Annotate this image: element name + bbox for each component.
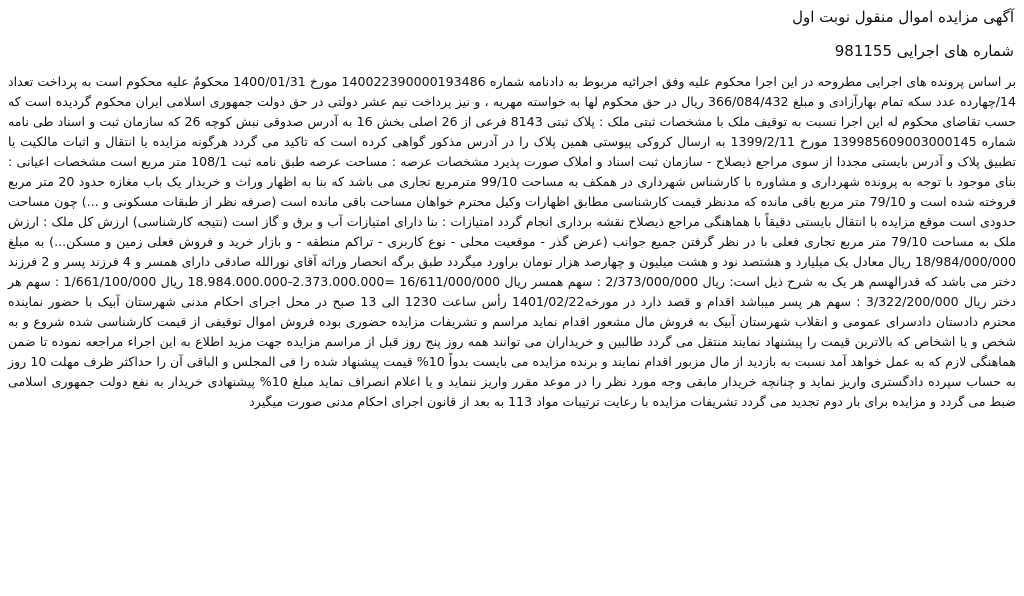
notice-title: آگهی مزایده اموال منقول نوبت اول [792,8,1014,26]
notice-body: بر اساس پرونده های اجرایی مطروحه در این اجرا محکوم علیه وفق اجرائیه مربوط به دادنامه شماره 140022390000193486 مورخ 1400/01/31 محکومٌ علیه محکوم است به پرداخت تعداد 14/چهارده عدد سکه تمام بهارآزادی و مبلغ 366/084/432 ریال در حق محکوم لها به خواسته مهریه ، و نیز پرداخت نیم عشر دولتی در حق دولت جمهوری اسلامی ایران محکوم گردیده است که حسب تقاضای محکوم له این اجرا نسبت به توقیف ملک با مشخصات ثبتی ملک : پلاک ثبتی 8143 فرعی از 26 اصلی بخش 16 به آدرس صدوقی نبش کوچه 26 که سازمان ثبت و اسناد طی نامه شماره 139985609003000145 مورخ 1399/2/11 به ارسال کروکی پیوستی همین پلاک را در آدرس مذکور گواهی کرده است که تاکید می گردد هرگونه مزایده یا انتقال و اثبات مالکیت یا تطبیق پلاک و آدرس بایستی مجددا از سوی مراجع ذیصلاح - سازمان ثبت اسناد و املاک صورت پذیرد مشخصات عرصه : مساحت عرصه طبق نامه ثبت 108/1 متر مربع است مشخصات اعیانی : بنای موجود با توجه به پرونده شهرداری و مشاوره با کارشناس شهرداری در همکف به مساحت 99/10 مترمربع تجاری می باشد که بنا به اظهار وراث و خریدار یک باب مغازه حدود 20 متر مربع فروخته شده است و 79/10 متر مربع باقی مانده که مدنظر قیمت کارشناسی مطابق اظهارات وکیل محترم خواهان مساحت باقی مانده است (صرفه نظر از طبقات مسکونی و ...) چون مساحت حدودی است موقع مزایده با انتقال بایستی دقیقاً با هماهنگی مراجع ذیصلاح نقشه برداری انجام گردد امتیازات : بنا دارای امتیازات آب و برق و گاز است (نتیجه کارشناسی) ارزش کل ملک : ارزش ملک به مساحت 79/10 متر مربع تجاری فعلی با در نظر گرفتن جمیع جوانب (عرض گذر - موقعیت محلی - نوع کاربری - تراکم منطقه - و بازار خرید و فروش فعلی زمین و مسکن...) به مبلغ 18/984/000/000 ریال معادل یک میلیارد و هشتصد نود و هشت میلیون و چهارصد هزار تومان براورد میگردد طبق برگه انحصار وراثه آقای نورالله صادقی دارای همسر و 4 فرزند پسر و 2 فرزند دختر می باشد که قدرالهسم هر یک به شرح ذیل است: ریال 2/373/000/000 : سهم همسر ریال 16/611/000/000 =2.373.000.000-18.984.000.000 ریال 1/661/100/000 : سهم هر دختر ریال 3/322/200/000 : سهم هر پسر میباشد اقدام و قصد دارد در مورخه1401/02/22 رأس ساعت 1230 الی 13 صبح در محل اجرای احکام مدنی شهرستان آبیک با حضور نماینده محترم دادستان دادسرای عمومی و انقلاب شهرستان آبیک به فروش مال مشعور اقدام نماید مراسم و تشریفات مزایده حضوری بوده فروش اموال توقیفی از قیمت کارشناسی شده شروع و به شخص و یا اشخاص که بالاترین قیمت را پیشنهاد نمایند منتقل می گردد طالبین و خریداران می توانند همه روز پنج روز قبل از مراسم مزایده جهت مزید اطلاع به این اجراء مراجعه نموده تا ضمن هماهنگی لازم که به عمل خواهد آمد نسبت به بازدید از مال مزبور اقدام نمایند و برنده مزایده می بایست بدواً 10% قیمت پیشنهاد شده را فی المجلس و الباقی آن را حداکثر ظرف مهلت 10 روز به حساب سپرده دادگستری واریز نماید و چنانچه خریدار مابقی وجه مورد نظر را در موعد مقرر واریز ننماید و یا اعلام انصراف نماید مبلغ 10% پیشنهادی خریدار به نفع دولت جمهوری اسلامی ضبط می گردد و مزایده برای بار دوم تجدید می گردد تشریفات مزایده با رعایت ترتیبات مواد 113 به بعد از قانون اجرای احکام مدنی صورت میگیرد [8,74,1017,409]
case-number-line: شماره های اجرایی 981155 [834,42,1014,60]
